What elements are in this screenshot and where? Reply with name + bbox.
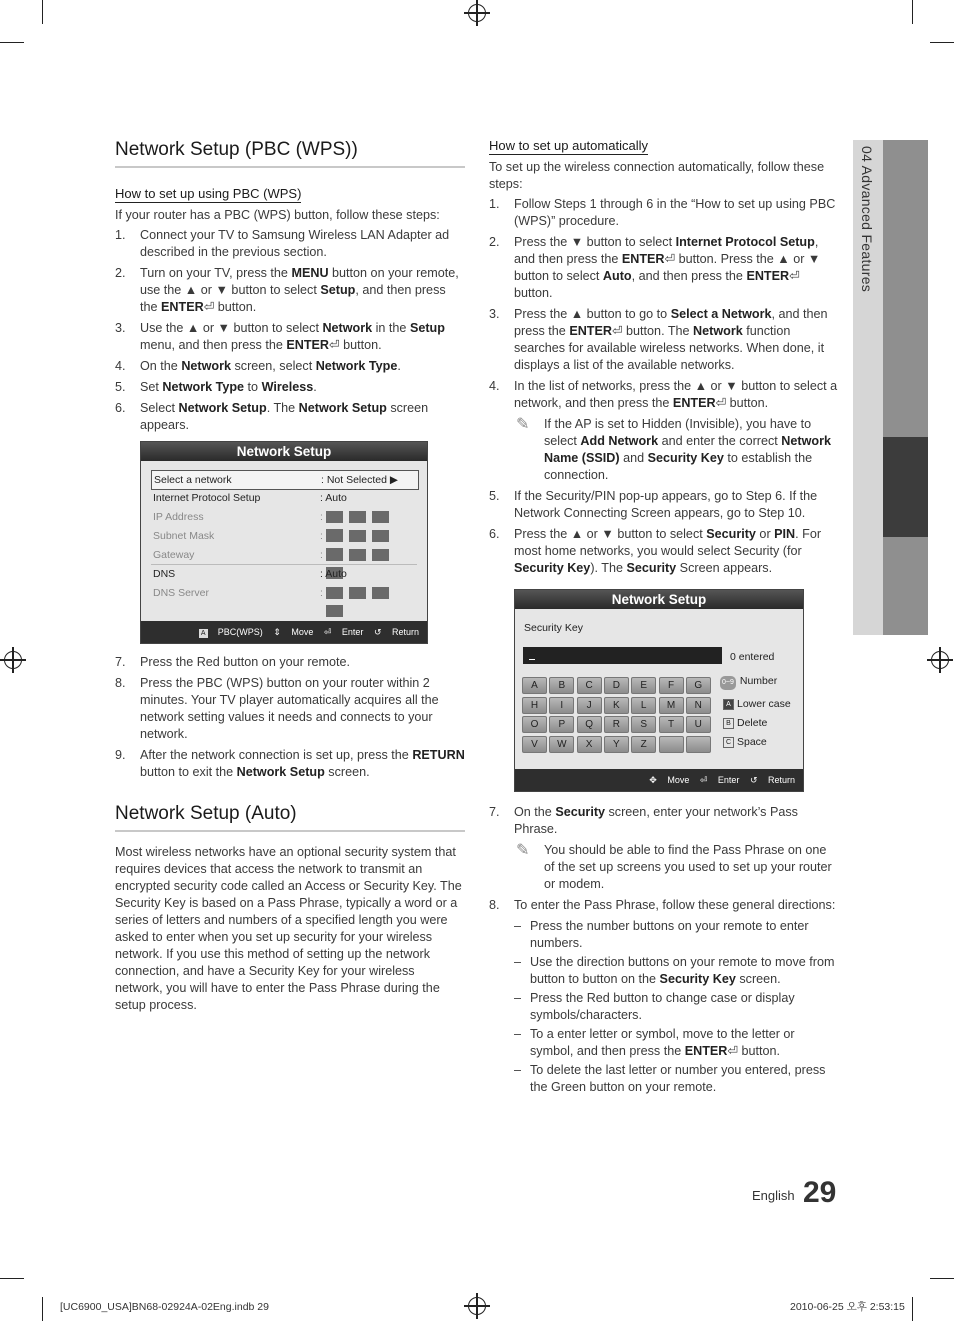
- keyboard-key[interactable]: O: [522, 716, 547, 733]
- network-setup-screen: [140, 441, 428, 644]
- keyboard-key[interactable]: U: [686, 716, 711, 733]
- step-text: Turn on your TV, press the MENU button on your remote, use the ▲ or ▼ button to select Setup, and then press the ENTER⏎ button.: [140, 266, 459, 314]
- step-number: 4.: [115, 359, 126, 373]
- crop-mark: [42, 0, 43, 24]
- note-pencil-icon: ✎: [516, 842, 530, 859]
- note-text: If the AP is set to Hidden (Invisible), you have to select Add Network and enter the correct Network Name (SSID) and Security Key to establish the connection.: [544, 417, 831, 482]
- keyboard-key[interactable]: V: [522, 736, 547, 753]
- step-number: 7.: [489, 805, 500, 819]
- registration-mark-icon: [931, 651, 949, 669]
- list-item: [489, 804, 839, 838]
- list-item: [489, 196, 839, 230]
- left-column: [115, 138, 465, 438]
- page-number: 29: [803, 1176, 837, 1209]
- number-hint: 0~9 Number: [720, 674, 777, 690]
- keyboard-key[interactable]: L: [631, 697, 656, 714]
- list-item: [489, 234, 839, 302]
- list-item: [115, 320, 465, 354]
- list-item: 8. To enter the Pass Phrase, follow these general directions: – Press the number buttons on your remote to enter numbers. – Use the direction buttons on your remote to move from button to button on the Security Key screen. – Press the Red button to change case or display symbols/characters. – To a enter letter or symbol, move to the letter or symbol, and then press the ENTER⏎ button. – To delete the last letter or number you entered, press the Green button on your remote.: [489, 897, 839, 1096]
- crop-mark: [912, 0, 913, 24]
- keyboard-key[interactable]: W: [549, 736, 574, 753]
- section-title-auto: Network Setup (Auto): [115, 802, 465, 832]
- page-language: English: [752, 1188, 795, 1203]
- list-item: [115, 400, 465, 434]
- screen-footer: [141, 621, 427, 643]
- subheading-auto: How to set up automatically: [489, 138, 648, 153]
- left-column-continued: [115, 654, 465, 1014]
- screen-footer: [515, 769, 803, 791]
- list-item: [489, 526, 839, 577]
- setting-row[interactable]: [151, 584, 417, 602]
- crop-mark: [0, 42, 24, 43]
- keyboard-key[interactable]: [659, 736, 684, 753]
- pbc-hint: A PBC(WPS): [191, 627, 263, 637]
- step-text: Set Network Type to Wireless.: [140, 380, 317, 394]
- setting-label: Internet Protocol Setup: [153, 492, 261, 504]
- list-item: – Press the number buttons on your remote to enter numbers.: [514, 918, 839, 952]
- keyboard-key[interactable]: Z: [631, 736, 656, 753]
- setting-value: : Auto: [320, 492, 347, 504]
- list-item: [115, 379, 465, 396]
- intro-pbc: If your router has a PBC (WPS) button, follow these steps:: [115, 208, 440, 222]
- auto-paragraph: Most wireless networks have an optional security system that requires devices that access the network to transmit an encrypted security code called an Access or Security Key. The Security Key is based on a Pass Phrase, typically a word or a series of letters and numbers of a specified length you were asked to enter when you set up security for your wireless network. If you use this method of setting up the network connection, and have a Security Key for your wireless network, you will have to enter the Pass Phrase during the setup process.: [115, 845, 462, 1012]
- step-text: On the Security screen, enter your network’s Pass Phrase.: [514, 805, 798, 836]
- list-item: [115, 747, 465, 781]
- list-item: [115, 654, 465, 671]
- setting-value: :: [320, 587, 323, 599]
- setting-label: DNS Server: [153, 587, 210, 599]
- step-number: 4.: [489, 379, 500, 393]
- return-hint: ↺ Return: [749, 775, 795, 785]
- dash-list: [514, 918, 839, 1096]
- list-item: [489, 378, 839, 412]
- keyboard-key[interactable]: P: [549, 716, 574, 733]
- step-text: After the network connection is set up, press the RETURN button to exit the Network Setup screen.: [140, 748, 465, 779]
- space-hint: C Space: [723, 735, 767, 749]
- registration-mark-icon: [4, 651, 22, 669]
- setting-value: : Not Selected ▶: [321, 474, 398, 486]
- step-number: 1.: [115, 228, 126, 242]
- note-pencil-icon: ✎: [516, 416, 530, 433]
- crop-mark: [42, 1297, 43, 1321]
- step-number: 3.: [115, 321, 126, 335]
- step-number: 9.: [115, 748, 126, 762]
- address-fields: [326, 587, 417, 623]
- keyboard-key[interactable]: B: [549, 677, 574, 694]
- steps-list-pbc: [115, 227, 465, 434]
- security-key-screen: [514, 589, 804, 792]
- keyboard-key[interactable]: T: [659, 716, 684, 733]
- entered-count: 0 entered: [730, 651, 775, 663]
- move-hint: ✥ Move: [649, 775, 690, 785]
- step-number: 1.: [489, 197, 500, 211]
- right-column: [489, 138, 839, 581]
- keyboard-key[interactable]: F: [659, 677, 684, 694]
- note-hidden-ap: [514, 416, 839, 484]
- keyboard-key[interactable]: K: [604, 697, 629, 714]
- step-text: If the Security/PIN pop-up appears, go to Step 6. If the Network Connecting Screen appears, go to Step 10.: [514, 489, 818, 520]
- keyboard-key[interactable]: D: [604, 677, 629, 694]
- setting-row[interactable]: [151, 527, 417, 545]
- step-text: Press the PBC (WPS) button on your router within 2 minutes. Your TV player automatically acquires all the network setting values it needs and connects to your network.: [140, 676, 439, 741]
- keyboard-key[interactable]: R: [604, 716, 629, 733]
- step-text: Connect your TV to Samsung Wireless LAN Adapter ad described in the previous section.: [140, 228, 450, 259]
- crop-mark: [0, 1278, 24, 1279]
- security-key-input[interactable]: [523, 647, 722, 664]
- keyboard-key[interactable]: Y: [604, 736, 629, 753]
- step-number: 2.: [115, 266, 126, 280]
- steps-list-pbc-continued: [115, 654, 465, 781]
- move-hint: ⇕ Move: [273, 627, 314, 637]
- step-number: 3.: [489, 307, 500, 321]
- setting-value: :: [320, 530, 323, 542]
- step-8: [489, 897, 839, 1096]
- step-text: Press the ▲ or ▼ button to select Security or PIN. For most home networks, you would select Security (for Security Key). The Security Screen appears.: [514, 527, 822, 575]
- setting-row[interactable]: [151, 489, 417, 507]
- list-item: [115, 227, 465, 261]
- crop-mark: [912, 1297, 913, 1321]
- keyboard-key[interactable]: M: [659, 697, 684, 714]
- keyboard-key[interactable]: Q: [577, 716, 602, 733]
- step-text: Press the ▼ button to select Internet Protocol Setup, and then press the ENTER⏎ button. Press the ▲ or ▼ button to select Auto, and then press the ENTER⏎ button.: [514, 235, 821, 300]
- setting-value: :: [320, 549, 323, 561]
- return-hint: ↺ Return: [373, 627, 419, 637]
- print-footer-right: 2010-06-25 오후 2:53:15: [790, 1301, 905, 1313]
- step-text: Select Network Setup. The Network Setup screen appears.: [140, 401, 429, 432]
- setting-value: : Auto: [320, 568, 347, 580]
- setting-label: DNS: [153, 568, 176, 580]
- step-text: Use the ▲ or ▼ button to select Network in the Setup menu, and then press the ENTER⏎ button.: [140, 321, 445, 352]
- step-number: 2.: [489, 235, 500, 249]
- lower-case-hint: A Lower case: [723, 697, 791, 711]
- step-text: On the Network screen, select Network Type.: [140, 359, 401, 373]
- list-item: – To delete the last letter or number you entered, press the Green button on your remote.: [514, 1062, 839, 1096]
- step-text: Press the ▲ button to go to Select a Network, and then press the ENTER⏎ button. The Network function searches for available wireless networks. When done, it displays a list of the available networks.: [514, 307, 828, 372]
- keyboard-key[interactable]: J: [577, 697, 602, 714]
- subheading-pbc: How to set up using PBC (WPS): [115, 186, 302, 201]
- step-number: 5.: [489, 489, 500, 503]
- registration-mark-icon: [468, 1297, 486, 1315]
- setting-row[interactable]: [151, 546, 417, 565]
- setting-label: Subnet Mask: [153, 530, 215, 542]
- security-key-label: Security Key: [524, 622, 583, 634]
- setting-row[interactable]: [151, 508, 417, 526]
- keyboard-key[interactable]: C: [577, 677, 602, 694]
- keyboard-key[interactable]: [686, 736, 711, 753]
- section-title-pbc: Network Setup (PBC (WPS)): [115, 138, 465, 168]
- keyboard-key[interactable]: X: [577, 736, 602, 753]
- setting-label: Select a network: [154, 474, 232, 486]
- list-item: – To a enter letter or symbol, move to the letter or symbol, and then press the ENTER⏎ button.: [514, 1026, 839, 1060]
- setting-value: :: [320, 511, 323, 523]
- step-number: 8.: [115, 676, 126, 690]
- delete-hint: B Delete: [723, 716, 767, 730]
- list-item: [489, 306, 839, 374]
- screen-title: Network Setup: [515, 590, 803, 609]
- step-text: Press the Red button on your remote.: [140, 655, 351, 669]
- registration-mark-icon: [468, 4, 486, 22]
- keyboard-key[interactable]: G: [686, 677, 711, 694]
- crop-mark: [930, 1278, 954, 1279]
- setting-row[interactable]: [151, 565, 417, 583]
- list-item: [115, 358, 465, 375]
- keyboard-key[interactable]: E: [631, 677, 656, 694]
- list-item: [115, 675, 465, 743]
- keyboard-key[interactable]: H: [522, 697, 547, 714]
- steps-list-auto: [489, 196, 839, 412]
- steps-list-auto-c: [489, 804, 839, 838]
- keyboard-key[interactable]: A: [522, 677, 547, 694]
- step-text: Follow Steps 1 through 6 in the “How to set up using PBC (WPS)” procedure.: [514, 197, 836, 228]
- screen-title: Network Setup: [141, 442, 427, 461]
- keyboard-key[interactable]: S: [631, 716, 656, 733]
- list-item: – Press the Red button to change case or display symbols/characters.: [514, 990, 839, 1024]
- chapter-tab-label: 04 Advanced Features: [859, 146, 875, 293]
- keyboard-key[interactable]: N: [686, 697, 711, 714]
- enter-hint: ⏎ Enter: [699, 775, 740, 785]
- list-item: [489, 488, 839, 522]
- crop-mark: [930, 42, 954, 43]
- keyboard-key[interactable]: I: [549, 697, 574, 714]
- print-footer-left: [UC6900_USA]BN68-02924A-02Eng.indb 29: [60, 1301, 269, 1313]
- setting-label: IP Address: [153, 511, 204, 523]
- step-text: In the list of networks, press the ▲ or ▼ button to select a network, and then press the ENTER⏎ button.: [514, 379, 838, 410]
- steps-list-auto-b: [489, 488, 839, 577]
- setting-row[interactable]: [151, 470, 419, 490]
- enter-hint: ⏎ Enter: [323, 627, 364, 637]
- setting-label: Gateway: [153, 549, 195, 561]
- step-number: 6.: [489, 527, 500, 541]
- step-number: 6.: [115, 401, 126, 415]
- step-number: 7.: [115, 655, 126, 669]
- note-pass-phrase: [514, 842, 839, 893]
- intro-auto: To set up the wireless connection automatically, follow these steps:: [489, 160, 825, 191]
- note-text: You should be able to find the Pass Phrase on one of the set up screens you used to set up your router or modem.: [544, 843, 832, 891]
- list-item: – Use the direction buttons on your remote to move from button to button on the Security Key screen.: [514, 954, 839, 988]
- step-number: 5.: [115, 380, 126, 394]
- right-column-continued: [489, 804, 839, 1100]
- list-item: [115, 265, 465, 316]
